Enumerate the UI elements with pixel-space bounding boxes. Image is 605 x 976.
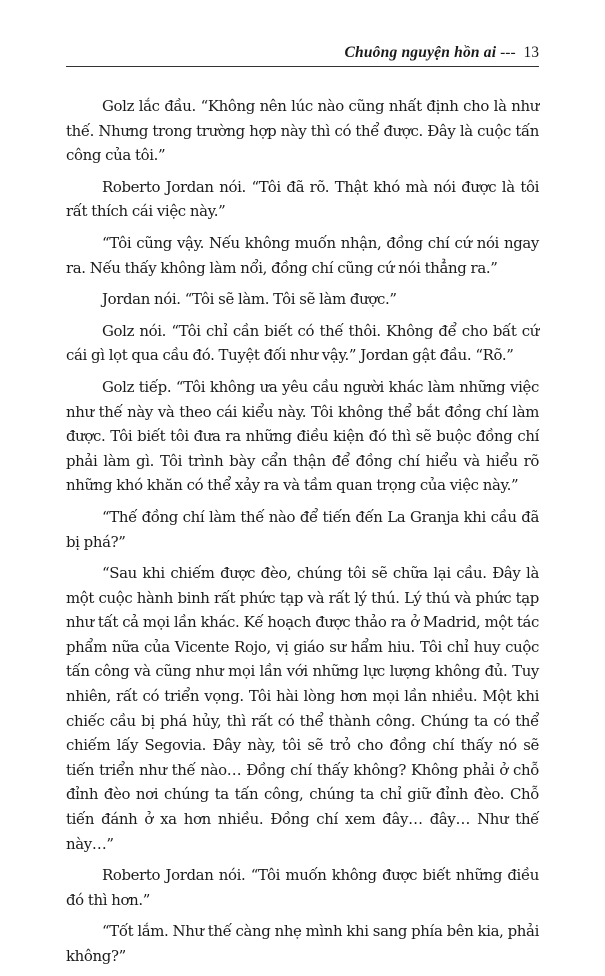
paragraph: “Sau khi chiếm được đèo, chúng tôi sẽ chữa lại cầu. Đây là một cuộc hành binh rất phức tạp và rất lý thú. Lý thú và phức tạp như tất cả mọi lần khác. Kế hoạch được thảo ra ở Madrid, một tác phẩm nữa của Vicente Rojo, vị giáo sư hẩm hiu. Tôi chỉ huy cuộc tấn công và cũng như mọi lần với những lực lượng không đủ. Tuy nhiên, rất có triển vọng. Tôi hài lòng hơn mọi lần nhiều. Một khi chiếc cầu bị phá hủy, thì rất có thể thành công. Chúng ta có thể chiếm lấy Segovia. Đây này, tôi sẽ trỏ cho đồng chí thấy nó sẽ tiến triển như thế nào… Đồng chí thấy không? Không phải ở chỗ đỉnh đèo nơi chúng ta tấn công, chúng ta chỉ giữ đỉnh đèo. Chỗ tiến đánh ở xa hơn nhiều. Đồng chí xem đây… đây… Như thế này…” [66,564,539,853]
paragraph: “Tôi cũng vậy. Nếu không muốn nhận, đồng chí cứ nói ngay ra. Nếu thấy không làm nổi, đồng chí cũng cứ nói thẳng ra.” [66,233,539,277]
paragraph: Golz lắc đầu. “Không nên lúc nào cũng nhất định cho là như thế. Nhưng trong trường hợp này thì có thể được. Đây là cuộc tấn công của tôi.” [66,97,539,165]
header-rule [66,66,539,67]
page-number: 13 [523,44,539,61]
paragraph: Roberto Jordan nói. “Tôi đã rõ. Thật khó mà nói được là tôi rất thích cái việc này.” [66,177,539,221]
paragraph: “Thế đồng chí làm thế nào để tiến đến La Granja khi cầu đã bị phá?” [66,507,539,551]
paragraph: Golz tiếp. “Tôi không ưa yêu cầu người khác làm những việc như thế này và theo cái kiểu này. Tôi không thể bắt đồng chí làm được. Tôi biết tôi đưa ra những điều kiện đó thì sẽ buộc đồng chí phải làm gì. Tôi trình bày cẩn thận để đồng chí hiểu và hiểu rõ những khó khăn có thể xảy ra và tầm quan trọng của việc này.” [66,377,539,495]
book-title: Chuông nguyện hồn ai [344,44,497,61]
paragraph: Roberto Jordan nói. “Tôi muốn không được biết những điều đó thì hơn.” [66,866,539,909]
paragraph: Golz nói. “Tôi chỉ cần biết có thế thôi. Không để cho bất cứ cái gì lọt qua cầu đó. Tuyệt đối như vậy.” Jordan gật đầu. “Rõ.” [66,321,539,365]
paragraph: Jordan nói. “Tôi sẽ làm. Tôi sẽ làm được.” [102,290,397,309]
text-body [66,94,539,976]
header-separator: --- [500,44,516,61]
running-header [345,44,540,62]
paragraph: “Tốt lắm. Như thế càng nhẹ mình khi sang phía bên kia, phải không?” [66,922,539,965]
